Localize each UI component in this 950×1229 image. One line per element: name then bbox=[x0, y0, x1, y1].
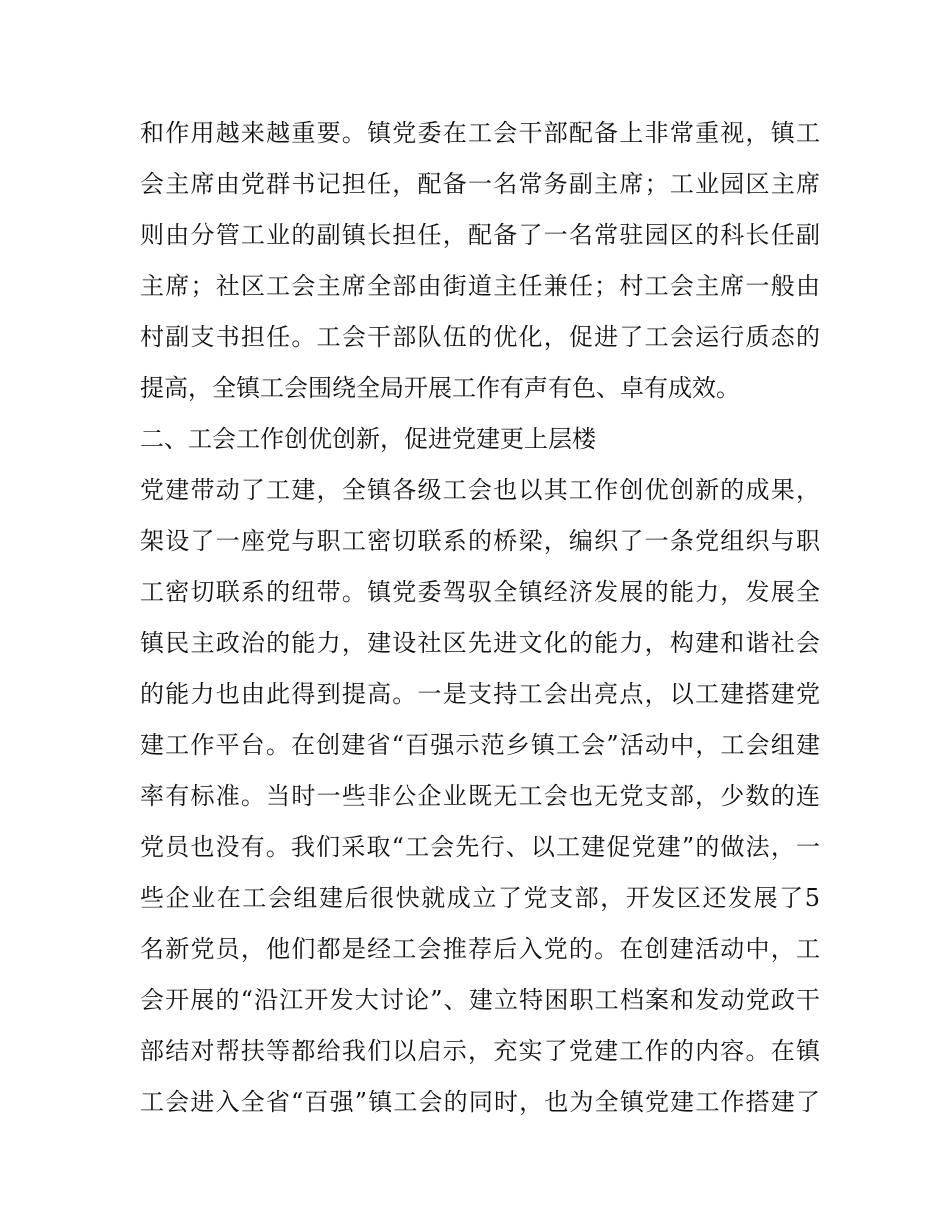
text-line: 会开展的“沿江开发大讨论”、建立特困职工档案和发动党政干 bbox=[140, 986, 820, 1014]
text-line: 则由分管工业的副镇长担任，配备了一名常驻园区的科长任副 bbox=[140, 221, 820, 249]
body-text bbox=[140, 108, 820, 1128]
text-line: 些企业在工会组建后很快就成立了党支部，开发区还发展了5 bbox=[140, 884, 820, 912]
text-line: 提高，全镇工会围绕全局开展工作有声有色、卓有成效。 bbox=[140, 374, 740, 402]
text-line: 党员也没有。我们采取“工会先行、以工建促党建”的做法，一 bbox=[140, 833, 820, 861]
section-heading: 二、工会工作创优创新，促进党建更上层楼 bbox=[140, 425, 596, 453]
text-line: 建工作平台。在创建省“百强示范乡镇工会”活动中，工会组建 bbox=[140, 731, 820, 759]
text-line: 工密切联系的纽带。镇党委驾驭全镇经济发展的能力，发展全 bbox=[140, 578, 820, 606]
text-line: 工会进入全省“百强”镇工会的同时，也为全镇党建工作搭建了 bbox=[140, 1088, 820, 1116]
text-line: 村副支书担任。工会干部队伍的优化，促进了工会运行质态的 bbox=[140, 323, 820, 351]
text-line: 部结对帮扶等都给我们以启示，充实了党建工作的内容。在镇 bbox=[140, 1037, 820, 1065]
text-line: 会主席由党群书记担任，配备一名常务副主席；工业园区主席 bbox=[140, 170, 820, 198]
text-line: 主席；社区工会主席全部由街道主任兼任；村工会主席一般由 bbox=[140, 272, 820, 300]
text-line: 镇民主政治的能力，建设社区先进文化的能力，构建和谐社会 bbox=[140, 629, 820, 657]
text-line: 名新党员，他们都是经工会推荐后入党的。在创建活动中，工 bbox=[140, 935, 820, 963]
text-line: 和作用越来越重要。镇党委在工会干部配备上非常重视，镇工 bbox=[140, 119, 820, 147]
text-line: 的能力也由此得到提高。一是支持工会出亮点，以工建搭建党 bbox=[140, 680, 820, 708]
text-line: 率有标准。当时一些非公企业既无工会也无党支部，少数的连 bbox=[140, 782, 820, 810]
text-line: 架设了一座党与职工密切联系的桥梁，编织了一条党组织与职 bbox=[140, 527, 820, 555]
text-line: 党建带动了工建，全镇各级工会也以其工作创优创新的成果， bbox=[140, 476, 820, 504]
